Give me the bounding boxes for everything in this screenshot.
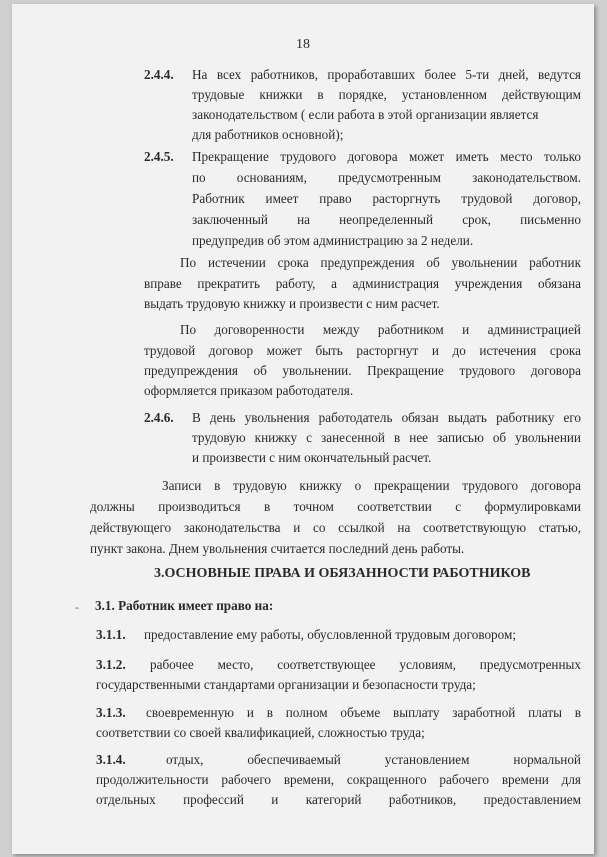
section-2-4-6-line: и произвести с ним окончательный расчет. xyxy=(192,450,432,465)
section-3-1-title: 3.1. Работник имеет право на: xyxy=(95,598,274,613)
paragraph-agreement-line: оформляется приказом работодателя. xyxy=(144,383,354,398)
paragraph-notice-line: вправе прекратить работу, а администрация учреждения обязана xyxy=(144,276,581,291)
section-2-4-5-line: предупредив об этом администрацию за 2 недели. xyxy=(192,233,474,248)
paragraph-notice-line: По истечении срока предупреждения об увольнении работник xyxy=(180,255,581,270)
scan-edge-mark: - xyxy=(75,600,79,614)
section-3-1-4-line: отдых, обеспечиваемый установлением нормальной xyxy=(166,752,581,767)
section-3-1-3-line: соответствии со своей квалификацией, сложностью труда; xyxy=(96,725,425,740)
paragraph-records-line: действующего законодательства и со ссылкой на соответствующую статью, xyxy=(90,520,581,535)
paragraph-records-line: Записи в трудовую книжку о прекращении трудового договора xyxy=(162,478,581,493)
section-3-1-2-line: государственными стандартами организации и безопасности труда; xyxy=(96,677,476,692)
paragraph-notice-line: выдать трудовую книжку и произвести с ним расчет. xyxy=(144,296,440,311)
section-2-4-5-number: 2.4.5. xyxy=(144,149,174,164)
section-2-4-4-number: 2.4.4. xyxy=(144,67,174,82)
section-3-1-3-line: своевременную и в полном объеме выплату заработной платы в xyxy=(146,705,581,720)
section-3-1-2-line: рабочее место, соответствующее условиям, предусмотренных xyxy=(150,657,581,672)
paragraph-records-line: пункт закона. Днем увольнения считается последний день работы. xyxy=(90,541,465,556)
section-3-1-3-number: 3.1.3. xyxy=(96,705,126,720)
paragraph-agreement-line: трудовой договор может быть расторгнут и до истечения срока xyxy=(144,343,581,358)
section-2-4-4-line: для работников основной); xyxy=(192,127,344,142)
section-3-1-2-number: 3.1.2. xyxy=(96,657,126,672)
section-3-1-4-line: отдельных профессий и категорий работников, предоставлением xyxy=(96,792,581,807)
section-2-4-5-line: Работник имеет право расторгнуть трудовой договор, xyxy=(192,191,581,206)
document-page xyxy=(12,4,594,854)
paragraph-records-line: должны производиться в точном соответствии с формулировками xyxy=(90,499,581,514)
section-3-heading: 3.ОСНОВНЫЕ ПРАВА И ОБЯЗАННОСТИ РАБОТНИКОВ xyxy=(154,566,531,581)
paragraph-agreement-line: предупреждения об увольнении. Прекращение трудового договора xyxy=(144,363,581,378)
section-2-4-6-line: трудовую книжку с занесенной в нее записью об увольнении xyxy=(192,430,581,445)
paragraph-agreement-line: По договоренности между работником и администрацией xyxy=(180,322,581,337)
section-2-4-4-line: трудовые книжки в порядке, установленном действующим xyxy=(192,87,581,102)
section-3-1-1-number: 3.1.1. xyxy=(96,627,126,642)
section-2-4-5-line: Прекращение трудового договора может иметь место только xyxy=(192,149,581,164)
section-3-1-1-text: предоставление ему работы, обусловленной трудовым договором; xyxy=(144,627,516,642)
section-2-4-4-line: законодательством ( если работа в этой организации является xyxy=(192,107,539,122)
page-number: 18 xyxy=(296,37,310,52)
section-2-4-4-line: На всех работников, проработавших более 5-ти дней, ведутся xyxy=(192,67,581,82)
section-3-1-4-line: продолжительности рабочего времени, сокращенного рабочего времени для xyxy=(96,772,581,787)
section-2-4-5-line: заключенный на неопределенный срок, письменно xyxy=(192,212,581,227)
section-3-1-4-number: 3.1.4. xyxy=(96,752,126,767)
section-2-4-6-line: В день увольнения работодатель обязан выдать работнику его xyxy=(192,410,581,425)
section-2-4-5-line: по основаниям, предусмотренным законодательством. xyxy=(192,170,581,185)
section-2-4-6-number: 2.4.6. xyxy=(144,410,174,425)
